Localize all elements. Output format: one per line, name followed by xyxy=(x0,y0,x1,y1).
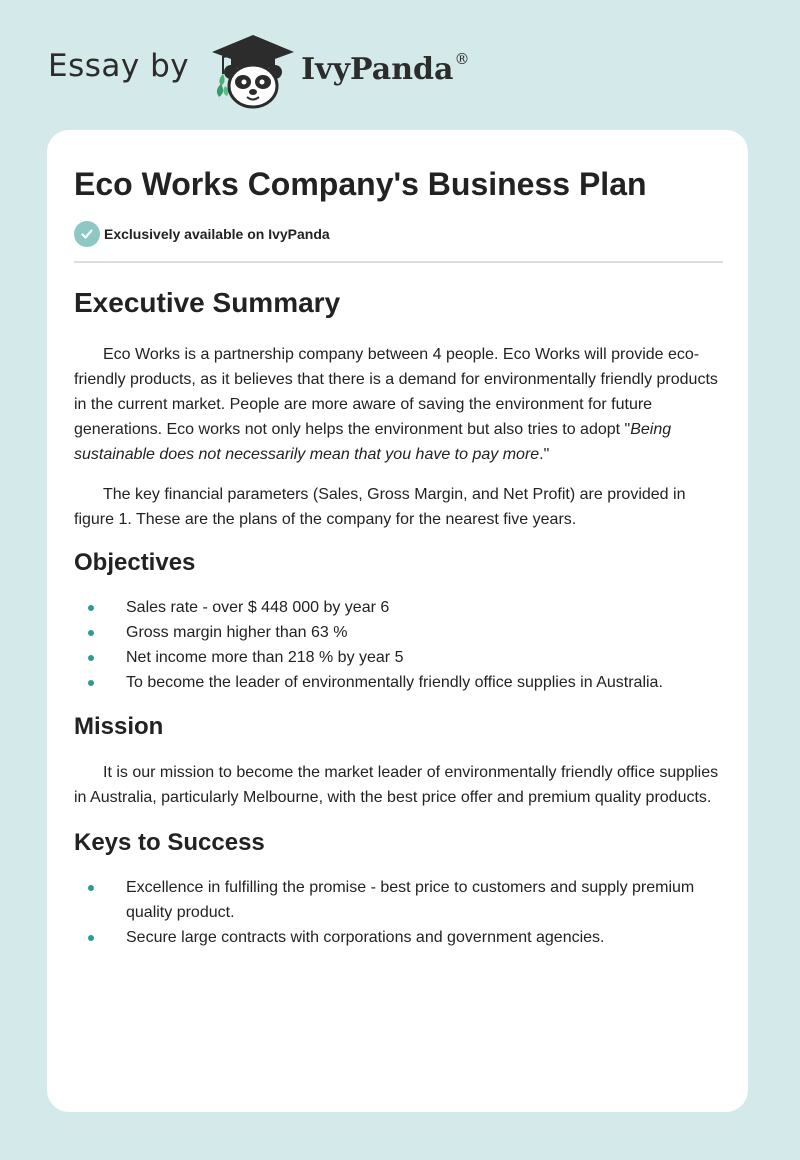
bullet-icon xyxy=(88,605,94,611)
exclusive-text: Exclusively available on IvyPanda xyxy=(104,226,330,242)
mission-paragraph: It is our mission to become the market leader of environmentally friendly office supplies in Australia, particularly Melbourne, with the best price offer and premium quality products. xyxy=(74,764,719,806)
bullet-icon xyxy=(88,935,94,941)
list-item: To become the leader of environmentally friendly office supplies in Australia. xyxy=(74,670,723,695)
bullet-icon xyxy=(88,655,94,661)
list-item: Excellence in fulfilling the promise - best price to customers and supply premium quality product. xyxy=(74,875,723,925)
objectives-list xyxy=(74,595,723,695)
document-content xyxy=(74,164,723,950)
brand-header xyxy=(48,30,469,110)
quote: Being sustainable does not necessarily mean that you have to pay more xyxy=(74,421,672,463)
divider xyxy=(74,261,723,263)
heading-executive-summary: Executive Summary xyxy=(74,287,341,318)
keys-list xyxy=(74,875,723,950)
list-item: Net income more than 218 % by year 5 xyxy=(74,645,723,670)
list-item: Secure large contracts with corporations and government agencies. xyxy=(74,925,723,950)
brand-name: IvyPanda® xyxy=(301,49,470,87)
executive-summary-paragraph-1: Eco Works is a partnership company between 4 people. Eco Works will provide eco-friendly products, as it believes that there is a demand for environmentally friendly products in the current market. People are more aware of saving the environment for future generations. Eco works not only helps the environment but also tries to adopt "Being sustainable does not necessarily mean that you have to pay more." xyxy=(74,346,718,463)
panda-graduate-icon xyxy=(207,30,299,110)
list-item: Sales rate - over $ 448 000 by year 6 xyxy=(74,595,723,620)
heading-keys-to-success: Keys to Success xyxy=(74,829,265,856)
exclusive-badge xyxy=(74,220,723,248)
document-card xyxy=(47,130,748,1112)
page-title: Eco Works Company's Business Plan xyxy=(74,166,647,202)
bullet-icon xyxy=(88,680,94,686)
executive-summary-paragraph-2: The key financial parameters (Sales, Gross Margin, and Net Profit) are provided in figure 1. These are the plans of the company for the nearest five years. xyxy=(74,486,686,528)
heading-objectives: Objectives xyxy=(74,549,196,576)
bullet-icon xyxy=(88,630,94,636)
check-icon xyxy=(74,221,100,247)
brand-prefix: Essay by xyxy=(48,48,190,84)
list-item: Gross margin higher than 63 % xyxy=(74,620,723,645)
bullet-icon xyxy=(88,885,94,891)
heading-mission: Mission xyxy=(74,713,164,740)
